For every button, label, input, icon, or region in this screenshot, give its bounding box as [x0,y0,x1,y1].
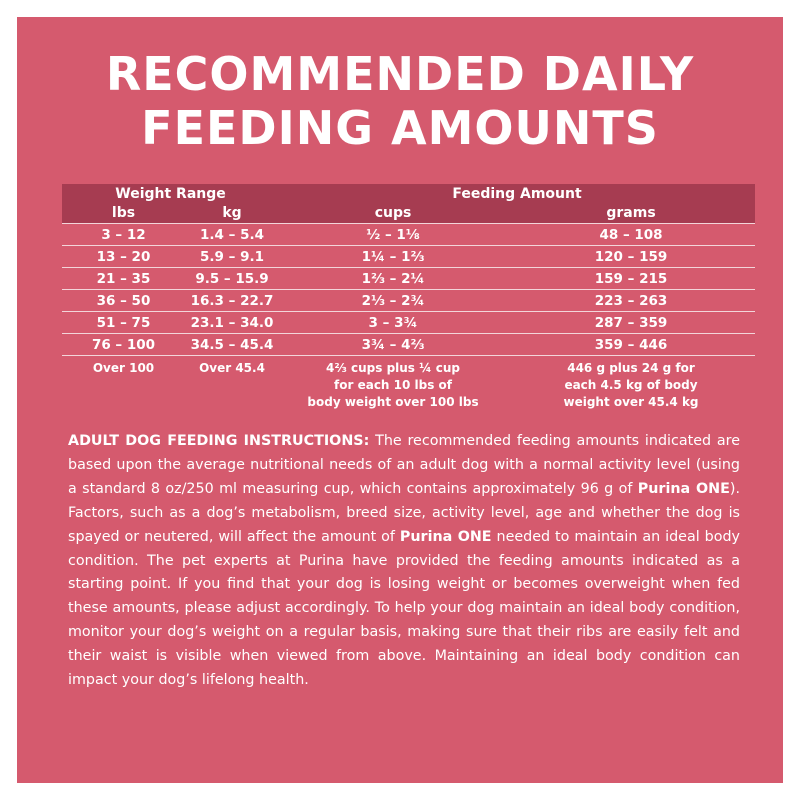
grams-note-line: each 4.5 kg of body [564,378,698,392]
instructions-heading: ADULT DOG FEEDING INSTRUCTIONS: [68,433,370,449]
cell-lbs: 76 – 100 [62,334,185,356]
grams-note-line: weight over 45.4 kg [563,395,699,409]
column-header-lbs: lbs [111,205,136,221]
grams-note-line: 446 g plus 24 g for [567,361,695,375]
cell-kg: 23.1 – 34.0 [185,312,279,334]
cell-cups: 1¼ – 1⅔ [279,246,507,268]
cell-lbs: 13 – 20 [62,246,185,268]
feeding-instructions [68,430,740,693]
table-row-over-limit [62,356,755,412]
cell-kg: 5.9 – 9.1 [185,246,279,268]
column-header-cups: cups [374,205,412,221]
cell-grams: 120 – 159 [507,246,755,268]
table-row [62,312,755,334]
table-row [62,246,755,268]
cups-note-line: for each 10 lbs of [334,378,453,392]
cell-kg: 34.5 – 45.4 [185,334,279,356]
cell-lbs: 3 – 12 [62,224,185,246]
cell-grams: 223 – 263 [507,290,755,312]
table-row [62,290,755,312]
cell-cups: 3 – 3¾ [279,312,507,334]
cell-kg: 9.5 – 15.9 [185,268,279,290]
cell-cups: 3¾ – 4⅔ [279,334,507,356]
title-line-1: RECOMMENDED DAILY [105,47,695,101]
instructions-text-2: ). Factors, such as a dog’s metabolism, breed size, activity level, age and whether the dog is spayed or neutered, will affect the amount of [68,480,740,545]
table-row [62,224,755,246]
cell-grams: 159 – 215 [507,268,755,290]
cell-grams: 48 – 108 [507,224,755,246]
cell-cups: ½ – 1⅛ [279,224,507,246]
column-header-row [62,203,755,224]
cell-cups: 1⅔ – 2¼ [279,268,507,290]
brand-name: Purina ONE [399,528,492,545]
feeding-table [62,184,755,411]
brand-name: Purina ONE [637,480,730,497]
cups-note-line: body weight over 100 lbs [307,395,479,409]
cell-kg: 1.4 – 5.4 [185,224,279,246]
cell-cups: 2⅓ – 2¾ [279,290,507,312]
cell-kg: 16.3 – 22.7 [185,290,279,312]
title-line-2: FEEDING AMOUNTS [141,101,659,155]
cell-kg: Over 45.4 [199,361,265,375]
group-header-feeding-amount: Feeding Amount [452,185,582,202]
table-row [62,268,755,290]
cell-grams: 359 – 446 [507,334,755,356]
cell-lbs: Over 100 [92,361,155,375]
cell-cups-note [279,356,507,412]
cups-note-line: 4⅔ cups plus ¼ cup [326,361,460,375]
cell-grams: 287 – 359 [507,312,755,334]
instructions-text-1: The recommended feeding amounts indicated are based upon the average nutritional needs of an adult dog with a normal activity level (using a standard 8 oz/250 ml measuring cup, which contains approximately 96 g of [68,433,741,497]
column-header-grams: grams [606,205,656,221]
instructions-text-3: needed to maintain an ideal body condition. The pet experts at Purina have provided the feeding amounts indicated as a starting point. If you find that your dog is losing weight or becomes overweight when fed these amounts, please adjust accordingly. To help your dog maintain an ideal body condition, monitor your dog’s weight on a regular basis, making sure that their ribs are easily felt and their waist is visible when viewed from above. Maintaining an ideal body condition can impact your dog’s lifelong health. [68,528,740,689]
cell-lbs: 21 – 35 [62,268,185,290]
feeding-panel [17,17,783,783]
cell-lbs: 36 – 50 [62,290,185,312]
cell-grams-note [507,356,755,412]
group-header-weight-range: Weight Range [115,185,226,202]
page-title [17,47,783,155]
feeding-table-container [62,184,755,411]
column-header-kg: kg [222,205,242,221]
cell-lbs: 51 – 75 [62,312,185,334]
table-row [62,334,755,356]
group-header-row [62,184,755,203]
